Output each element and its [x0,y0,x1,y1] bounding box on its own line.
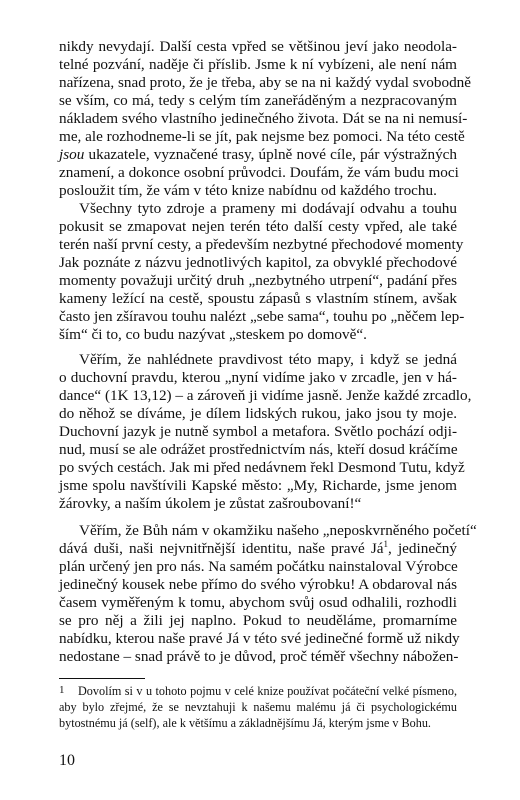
text-line: nařízena, snad proto, že je třeba, aby se na ni každý vydal svobodně [59,74,472,91]
text-line [59,540,457,557]
text-line: kameny ležící na cestě, spoustu zápasů s vlastním stínem, avšak [59,290,457,307]
emphasis-text: jsou [59,146,85,163]
footnote-marker: 1 [59,684,65,696]
text-line: nikdy nevydají. Další cesta vpřed se většinou jeví jako neodola- [59,38,457,55]
text-line: o duchovní pravdu, kterou „nyní vidíme jako v zrcadle, jen v há- [59,369,457,386]
footnote-line: bytostnému já (self), ale k většímu a základnějšímu Já, kterým jsme v Bohu. [59,716,431,730]
text-line: plán určený jen pro nás. Na samém počátku nainstaloval Výrobce [59,558,458,575]
text-line: pokusit se zmapovat nejen terén této další cesty vpřed, ale také [59,218,457,235]
text-line: me, ale rozhodneme-li se jít, pak nejsme bez pomoci. Na této cestě [59,128,465,145]
text-line: nud, musí se ale odrážet prostřednictvím nás, kteří dosud kráčíme [59,441,458,458]
text-line: Duchovní jazyk je nutně symbol a metafora. Světlo pochází odji- [59,423,457,440]
text-line: jsme spolu navštívili Kapské město: „My, Richarde, jsme jenom [59,477,457,494]
text-line: terén naší první cesty, a především nezbytné přechodové momenty [59,236,464,253]
footnote-line: Dovolím si v u tohoto pojmu v celé knize používat počáteční velké písmeno, [78,684,457,698]
text-line: Věřím, že Bůh nám v okamžiku našeho „neposkvrněného početí“ [79,522,477,539]
text-line: ším“ či to, co budu nazývat „steskem po domově“. [59,326,367,343]
page-number: 10 [59,752,75,769]
text-line: nedostane – snad právě to je důvod, proč téměř všechny nábožen- [59,648,459,665]
text-line: dance“ (1K 13,12) – a zároveň ji vidíme jasně. Jenže každé zrcadlo, [59,387,472,404]
text-line: často jen zšíravou touhu nalézt „sebe sama“, touhu po „něčem lep- [59,308,465,325]
text-line: momenty považuji určitý druh „nezbytného utrpení“, padání přes [59,272,457,289]
text-line: časem vyměřeným k tomu, abychom svůj osud odhalili, rozhodli [59,594,457,611]
text-line: Jak poznáte z názvu jednotlivých kapitol, za obvyklé přechodové [59,254,457,271]
footnote-divider [59,678,145,679]
text-line: Všechny tyto zdroje a prameny mi dodávají odvahu a touhu [79,200,457,217]
text-line: Věřím, že nahlédnete pravdivost této mapy, i když se jedná [79,351,457,368]
text-line: posloužit tím, že vám v této knize nabídnu od každého trochu. [59,182,437,199]
text-line: se pro něj a žili jej naplno. Pokud to neuděláme, promarníme [59,612,457,629]
text-line: jedinečný kousek nebe přímo do svého výrobku! A obdaroval nás [59,576,457,593]
text-line: po svých cestách. Jak mi před nedávnem řekl Desmond Tutu, když [59,459,465,476]
text-line: znamení, a dokonce osobní průvodci. Doufám, že vám budu moci [59,164,459,181]
text-line: se vším, co má, tedy s celým tím zaneřáděným a nezpracovaným [59,92,457,109]
text-line: nabídku, kterou naše pravé Já v této své jedinečné formě už nikdy [59,630,460,647]
footnote-line: aby bylo zřejmé, že se nevztahuji k našemu malému já či psychologickému [59,700,457,714]
text-line: do něhož se díváme, je dílem lidských rukou, jako jsou ty moje. [59,405,457,422]
text-line-rest: ukazatele, vyznačené trasy, úplně nové cíle, pár výstražných [84,146,457,163]
text-line: telné pozvání, naděje či příslib. Jsme k ní vybízeni, ale není nám [59,56,457,73]
footnote-reference: 1 [383,538,389,549]
text-line-rest: , jedinečný [388,540,457,557]
text-line: nákladem svého vlastního jedinečného života. Dát se na ni nemusí- [59,110,468,127]
text-line-part: dává duši, naši nejvnitřnější identitu, naše pravé Já [59,540,384,557]
text-line: žárovky, a naším úkolem je zůstat zašroubovaní!“ [59,495,362,512]
text-line [59,146,457,163]
